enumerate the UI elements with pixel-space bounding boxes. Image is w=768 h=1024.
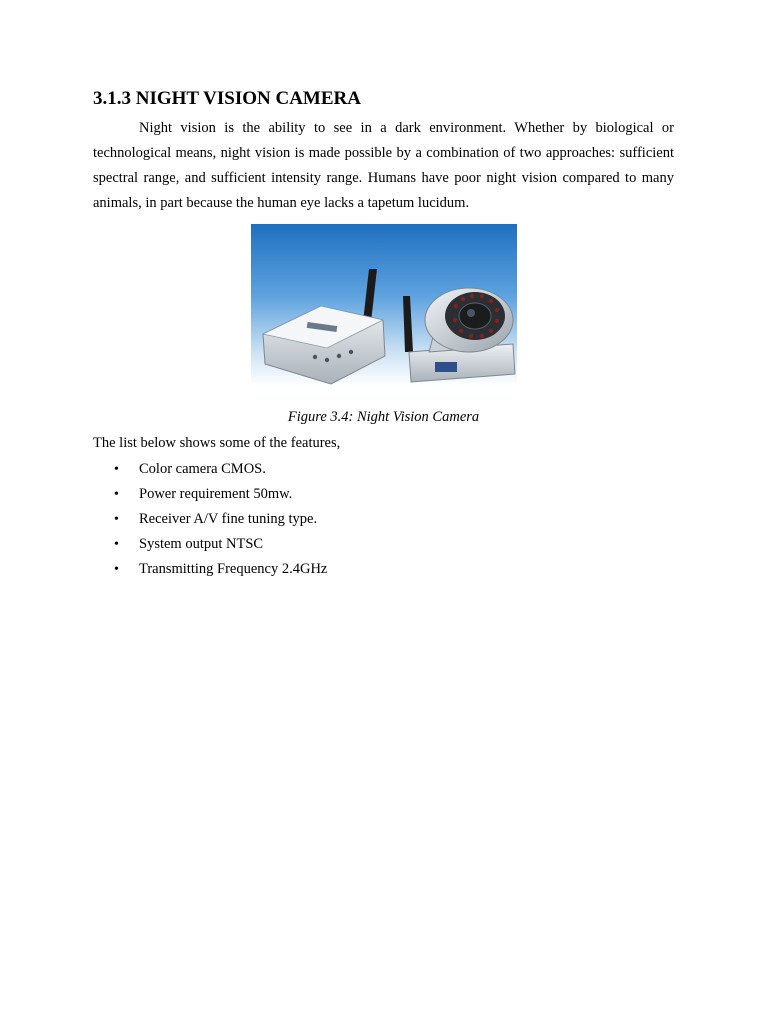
bullet-icon: •: [114, 462, 119, 477]
list-item: [93, 482, 674, 507]
list-item-text: Receiver A/V fine tuning type.: [139, 511, 318, 527]
list-item-text: System output NTSC: [139, 536, 264, 552]
bullet-icon: •: [114, 537, 119, 552]
section-heading: 3.1.3 NIGHT VISION CAMERA: [93, 88, 361, 109]
bullet-icon: •: [114, 512, 119, 527]
list-item: [93, 507, 674, 532]
figure-caption: Figure 3.4: Night Vision Camera: [287, 409, 480, 425]
list-item: [93, 532, 674, 557]
features-intro: The list below shows some of the features,: [93, 435, 341, 451]
features-list: [93, 457, 674, 582]
bullet-icon: •: [114, 562, 119, 577]
bullet-icon: •: [114, 487, 119, 502]
list-item-text: Color camera CMOS.: [139, 461, 266, 477]
list-item-text: Transmitting Frequency 2.4GHz: [139, 561, 328, 577]
list-item: [93, 457, 674, 482]
list-item: [93, 557, 674, 582]
night-vision-camera-figure: [251, 224, 517, 386]
intro-paragraph: Night vision is the ability to see in a dark environment. Whether by biological or technological means, night vision is made possible by a combination of two approaches: sufficient spectral range, and sufficient intensity range. Humans have poor night vision compared to many animals, in part because the human eye lacks a tapetum lucidum.: [93, 120, 674, 211]
document-page: [93, 86, 674, 582]
list-item-text: Power requirement 50mw.: [139, 486, 293, 502]
camera-photo: [251, 224, 517, 386]
